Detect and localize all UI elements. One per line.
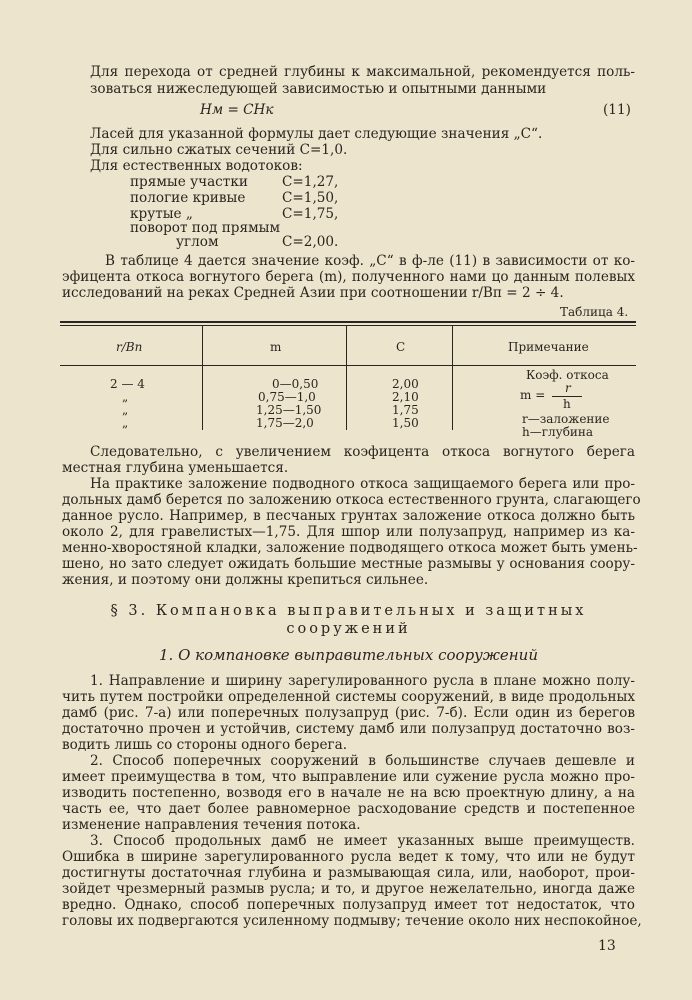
page-number: 13 [598, 938, 616, 954]
after-table-line: жения, и поэтому они должны крепиться сильнее. [62, 572, 429, 588]
coef-row-value: C=2,00. [282, 234, 339, 250]
coef-row-label: прямые участки [130, 174, 248, 190]
table-intro-line-3: исследований на реках Средней Азии при соотношении r/Bп = 2 ÷ 4. [62, 285, 564, 301]
table-cell-ratio: 2 — 4 [110, 377, 145, 391]
table-cell-ratio: „ [122, 390, 129, 404]
table-top-rule [60, 321, 636, 323]
coef-row-label: пологие кривые [130, 190, 246, 206]
formula-11: Hм = CHк [200, 102, 274, 118]
body-line: чить путем постройки определенной системы сооружений, в виде продольных [62, 689, 635, 705]
body-line: головы их подвергаются усиленному подмыву; течение около них неспокойное, [62, 913, 642, 929]
table-intro-line-1: В таблице 4 дается значение коэф. „C“ в ф-ле (11) в зависимости от ко- [105, 253, 635, 269]
table-cell-c: 1,75 [392, 403, 419, 417]
body-line: Ошибка в ширине зарегулированного русла ведет к тому, что или не будут [62, 849, 635, 865]
table-caption: Таблица 4. [560, 305, 629, 319]
table-note-formula-lhs: m = [520, 388, 546, 402]
table-cell-m: 1,25—1,50 [256, 403, 322, 417]
formula-number: (11) [603, 102, 631, 118]
body-line: зойдет чрезмерный размыв русла; и то, и другое нежелательно, иногда даже [62, 881, 635, 897]
coef-lead: Ласей для указанной формулы дает следующие значения „C“. [90, 126, 543, 142]
table-header-ratio: r/Bп [116, 340, 143, 354]
table-note-r: r—заложение [522, 412, 610, 426]
after-table-line: менно-хворостяной кладки, заложение подводящего откоса может быть умень- [62, 540, 638, 556]
body-line: 3. Способ продольных дамб не имеет указанных выше преимуществ. [90, 833, 635, 849]
intro-line-2: зоваться нижеследующей зависимостью и опытными данными [90, 81, 547, 97]
body-line: изводить постепенно, возводя его в начале не на всю проектную длину, а на [62, 785, 635, 801]
table-cell-m: 1,75—2,0 [256, 416, 314, 430]
body-line: имеет преимущества в том, что выправление или сужение русла можно про- [62, 769, 635, 785]
after-table-line: дольных дамб берется по заложению откоса естественного грунта, слагающего [62, 492, 641, 508]
coef-row-value: C=1,27, [282, 174, 339, 190]
coef-row-value: C=1,75, [282, 206, 339, 222]
body-line: достаточно прочен и устойчив, систему дамб или полузапруд достаточно воз- [62, 721, 635, 737]
coef-natural: Для естественных водотоков: [90, 158, 303, 174]
body-line: изменение направления течения потока. [62, 817, 361, 833]
section-title: § 3. Компановка выправительных и защитных [110, 603, 587, 619]
table-intro-line-2: эфицента откоса вогнутого берега (m), полученного нами цо данным полевых [62, 269, 635, 285]
coef-row-label: крутые „ [130, 206, 193, 222]
section-title-cont: сооружений [286, 621, 411, 637]
table-header-note: Примечание [508, 340, 589, 354]
body-line: водить лишь со стороны одного берега. [62, 737, 348, 753]
after-table-line: местная глубина уменьшается. [62, 460, 289, 476]
table-note-formula-denominator: h [563, 397, 571, 411]
intro-line-1: Для перехода от средней глубины к максимальной, рекомендуется поль- [90, 64, 635, 80]
subsection-title: 1. О компановке выправительных сооружений [159, 646, 538, 664]
body-line: достигнуты достаточная глубина и размывающая сила, или, наоборот, прои- [62, 865, 635, 881]
table-col-divider [452, 325, 453, 430]
coef-compressed: Для сильно сжатых сечений C=1,0. [90, 142, 348, 158]
coef-row-value: C=1,50, [282, 190, 339, 206]
table-cell-m: 0,75—1,0 [258, 390, 316, 404]
table-header-c: C [396, 340, 406, 354]
table-col-divider [346, 325, 347, 430]
table-cell-c: 1,50 [392, 416, 419, 430]
after-table-line: около 2, для гравелистых—1,75. Для шпор или полузапруд, например из ка- [62, 524, 635, 540]
table-cell-ratio: „ [122, 416, 129, 430]
body-line: вредно. Однако, способ поперечных полузапруд имеет тот недостаток, что [62, 897, 635, 913]
after-table-line: шено, но зато следует ожидать большие местные размывы у основания соору- [62, 556, 635, 572]
body-line: 2. Способ поперечных сооружений в большинстве случаев дешевле и [90, 753, 635, 769]
table-cell-ratio: „ [122, 403, 129, 417]
table-cell-c: 2,00 [392, 377, 419, 391]
table-col-divider [202, 325, 203, 430]
table-header-m: m [270, 340, 282, 354]
after-table-line: Следовательно, с увеличением коэфицента откоса вогнутого берега [90, 444, 635, 460]
after-table-line: данное русло. Например, в песчаных грунтах заложение откоса должно быть [62, 508, 635, 524]
table-cell-m: 0—0,50 [272, 377, 319, 391]
body-line: часть ее, что дает более равномерное расходование средств и постепенное [62, 801, 635, 817]
coef-row-label: углом [176, 234, 219, 250]
after-table-line: На практике заложение подводного откоса защищаемого берега или про- [90, 476, 635, 492]
table-cell-c: 2,10 [392, 390, 419, 404]
table-note-h: h—глубина [522, 425, 594, 439]
body-line: дамб (рис. 7-а) или поперечных полузапруд (рис. 7-б). Если один из берегов [62, 705, 635, 721]
table-header-rule [60, 365, 636, 366]
table-note-formula-numerator: r [565, 381, 571, 395]
table-top-rule-2 [60, 325, 636, 326]
body-line: 1. Направление и ширину зарегулированного русла в плане можно полу- [90, 673, 635, 689]
coef-row-label: поворот под прямым [130, 220, 281, 236]
table-note-title: Коэф. откоса [526, 368, 609, 382]
